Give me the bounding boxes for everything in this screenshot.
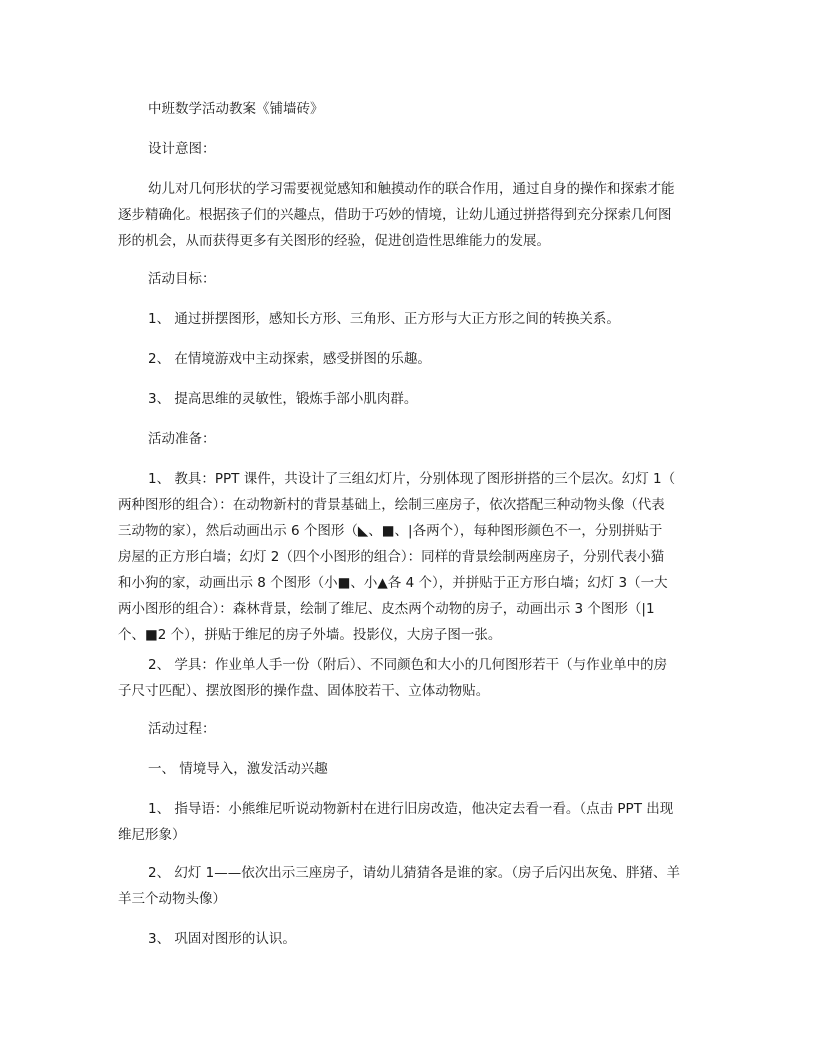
prep-teaching-aids [118,466,698,648]
prep-line: 和小狗的家，动画出示 8 个图形（小■、小▲各 4 个），并拼贴于正方形白墙；幻灯 3（一大 [118,575,668,591]
step-line: 维尼形象） [118,827,186,843]
document-title: 中班数学活动教案《铺墙砖》 [148,101,324,117]
step-line: 羊三个动物头像） [118,891,226,907]
goal-item: 1、 通过拼摆图形，感知长方形、三角形、正方形与大正方形之间的转换关系。 [148,311,620,327]
prep-line: 个、■2 个），拼贴于维尼的房子外墙。投影仪，大房子图一张。 [118,627,502,643]
process-subheading: 一、 情境导入，激发活动兴趣 [148,761,328,777]
prep-line: 子尺寸匹配）、摆放图形的操作盘、固体胶若干、立体动物贴。 [118,683,490,699]
goals-heading: 活动目标： [148,271,216,287]
design-heading: 设计意图： [148,141,216,157]
prep-line: 两种图形的组合）：在动物新村的背景基础上，绘制三座房子，依次搭配三种动物头像（代表 [118,497,665,513]
prep-line: 三动物的家），然后动画出示 6 个图形（◣、■、|各两个），每种图形颜色不一，分别拼贴于 [118,523,663,539]
prep-line: 房屋的正方形白墙；幻灯 2（四个小图形的组合）：同样的背景绘制两座房子，分别代表小猫 [118,549,665,565]
step-line: 1、 指导语：小熊维尼听说动物新村在进行旧房改造，他决定去看一看。（点击 PPT 出现 [148,801,674,817]
step-line: 2、 幻灯 1——依次出示三座房子，请幼儿猜猜各是谁的家。（房子后闪出灰兔、胖猪、羊 [148,865,681,881]
design-paragraph [118,176,698,254]
design-line: 幼儿对几何形状的学习需要视觉感知和触摸动作的联合作用，通过自身的操作和探索才能 [148,181,675,197]
prep-line: 两小图形的组合）：森林背景，绘制了维尼、皮杰两个动物的房子，动画出示 3 个图形（|1 [118,601,655,617]
process-step-3: 3、 巩固对图形的认识。 [148,931,296,947]
prep-heading: 活动准备： [148,431,216,447]
process-step-2 [118,860,698,912]
process-heading: 活动过程： [148,721,216,737]
goal-item: 3、 提高思维的灵敏性，锻炼手部小肌肉群。 [148,391,418,407]
prep-line: 2、 学具：作业单人手一份（附后）、不同颜色和大小的几何图形若干（与作业单中的房 [148,657,668,673]
design-line: 形的机会，从而获得更多有关图形的经验，促进创造性思维能力的发展。 [118,233,550,249]
prep-learning-aids [118,652,698,704]
process-step-1 [118,796,698,848]
prep-line: 1、 教具：PPT 课件，共设计了三组幻灯片，分别体现了图形拼搭的三个层次。幻灯 1（ [148,471,676,487]
design-line: 逐步精确化。根据孩子们的兴趣点，借助于巧妙的情境，让幼儿通过拼搭得到充分探索几何图 [118,207,672,223]
goal-item: 2、 在情境游戏中主动探索，感受拼图的乐趣。 [148,351,431,367]
